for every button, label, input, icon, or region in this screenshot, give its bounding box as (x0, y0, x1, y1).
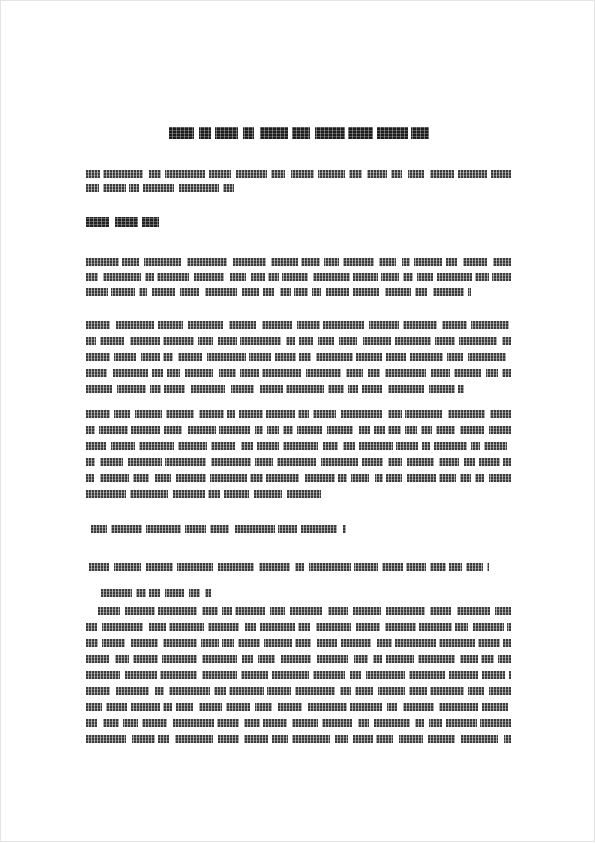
text-line (86, 426, 511, 434)
text-line (86, 671, 511, 679)
text-line (86, 273, 511, 281)
text-line (86, 474, 511, 482)
text-line (86, 735, 511, 743)
section-heading (1, 1, 595, 843)
text-line (86, 353, 511, 361)
heading-text-line (86, 217, 161, 227)
text-line (86, 170, 511, 178)
text-line (86, 337, 511, 345)
text-line (86, 321, 511, 329)
text-line (86, 258, 511, 266)
body-paragraph-1 (1, 1, 595, 843)
text-line (86, 442, 511, 450)
intro-paragraph (1, 1, 595, 843)
text-line (86, 458, 511, 466)
body-paragraph-4 (1, 1, 595, 843)
text-line (98, 607, 511, 615)
text-line (86, 687, 511, 695)
text-line (86, 490, 321, 498)
text-line (86, 703, 511, 711)
text-line (86, 655, 511, 663)
text-line (86, 639, 511, 647)
text-line (86, 410, 511, 418)
text-line (101, 589, 211, 597)
subheading-1 (1, 1, 595, 843)
text-line (86, 184, 234, 192)
text-line (91, 525, 346, 533)
title-text-line (169, 127, 429, 139)
text-line (86, 369, 511, 377)
text-line (86, 623, 511, 631)
document-title (1, 1, 595, 843)
body-paragraph-2 (1, 1, 595, 843)
text-line (89, 563, 489, 571)
body-paragraph-3 (1, 1, 595, 843)
subheading-2 (1, 1, 595, 843)
text-line (86, 719, 511, 727)
text-line (86, 288, 471, 296)
text-line (86, 385, 464, 393)
subheading-3 (1, 1, 595, 843)
